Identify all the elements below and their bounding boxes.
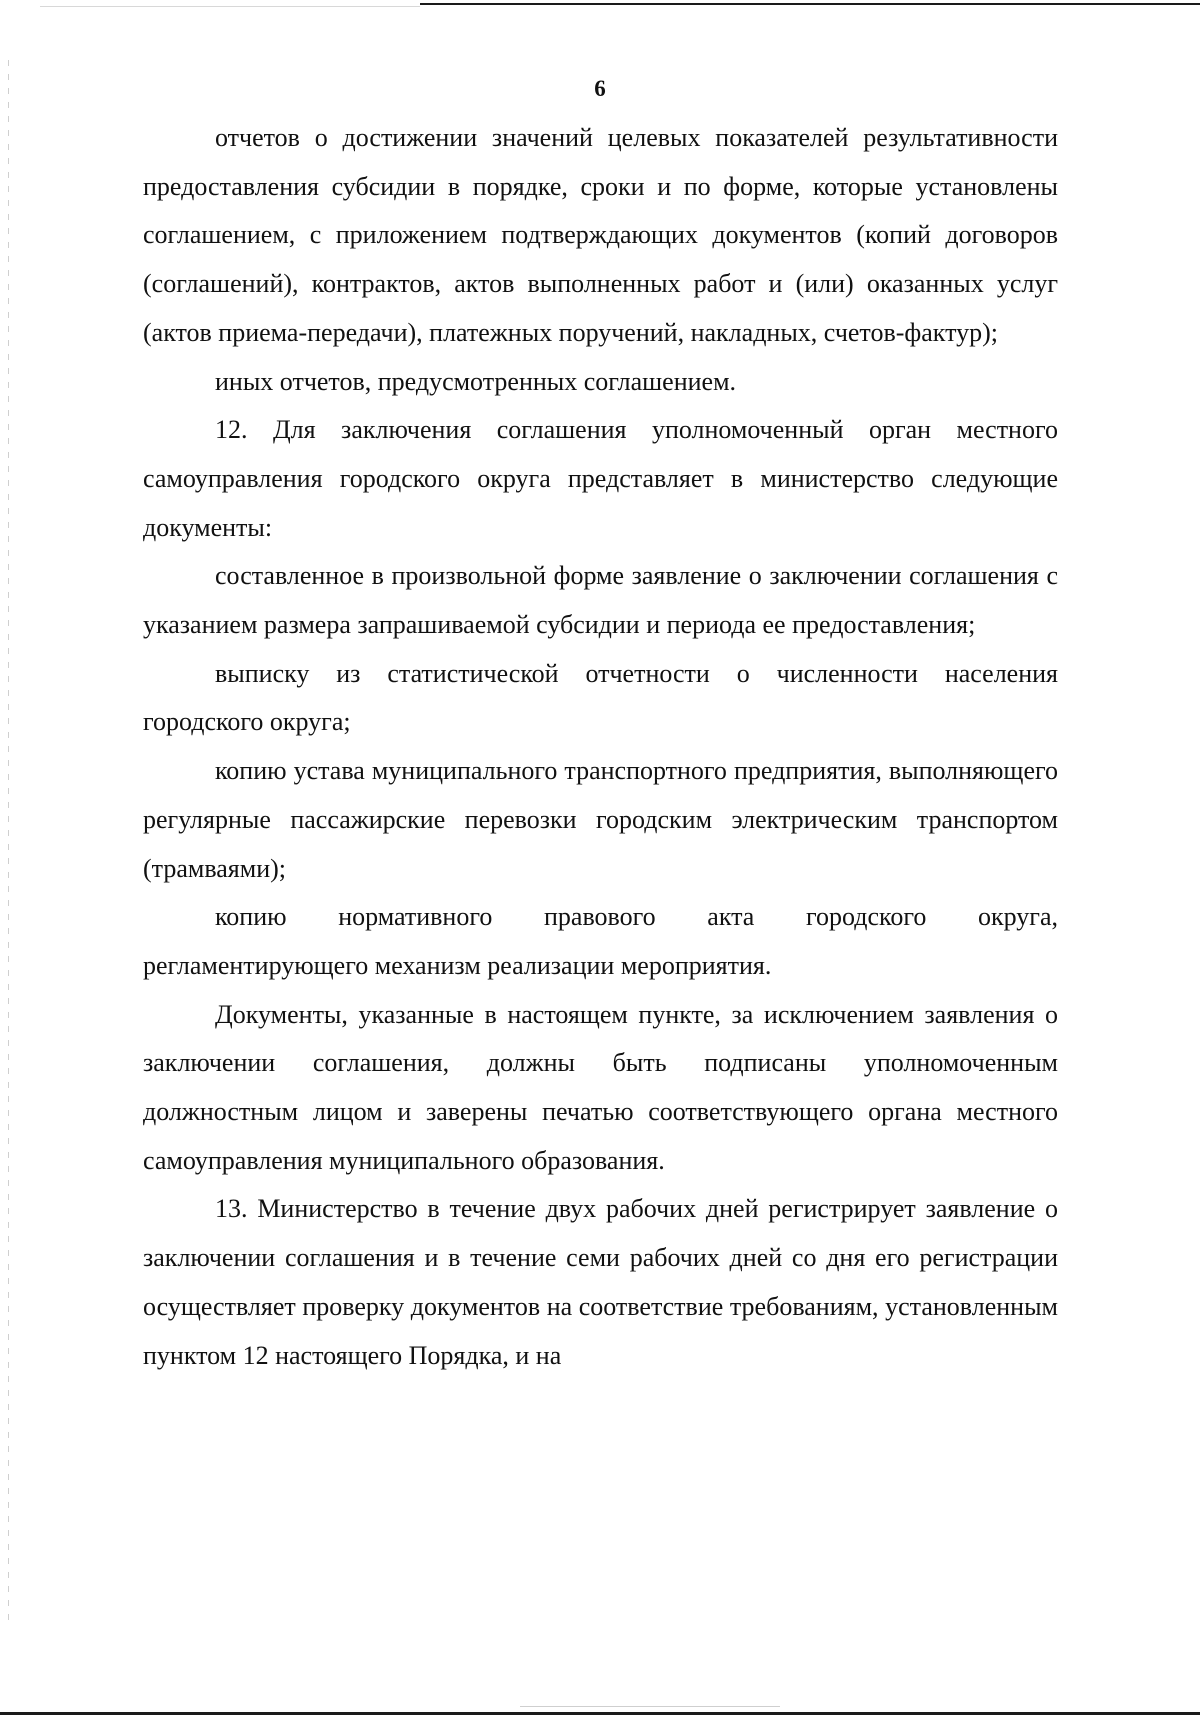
paragraph-reports-achievement: отчетов о достижении значений целевых показателей результативности предоставления субсидии в порядке, сроки и по форме, которые установлены соглашением, с приложением подтверждающих документов (копий договоров (соглашений), контрактов, актов выполненных работ и (или) оказанных услуг (актов приема-передачи), платежных поручений, накладных, счетов-фактур); [143,123,1058,347]
scan-artifact-left-edge [8,60,9,1620]
scan-artifact-bottom-faint [520,1706,780,1707]
scan-artifact-bottom-line [0,1712,1200,1715]
scan-artifact-top-line [420,3,1200,5]
scan-artifact-top-faint [40,6,420,7]
paragraph-application: составленное в произвольной форме заявление о заключении соглашения с указанием размера запрашиваемой субсидии и периода ее предоставления; [143,561,1058,640]
paragraph-item-13: 13. Министерство в течение двух рабочих дней регистрирует заявление о заключении соглашения и в течение семи рабочих дней со дня его регистрации осуществляет проверку документов на соответствие требованиям, установленным пунктом 12 настоящего Порядка, и на [143,1194,1058,1370]
paragraph-item-12: 12. Для заключения соглашения уполномоченный орган местного самоуправления городского округа представляет в министерство следующие документы: [143,415,1058,542]
paragraph-other-reports: иных отчетов, предусмотренных соглашением. [215,366,737,396]
paragraph-documents-signed: Документы, указанные в настоящем пункте, за исключением заявления о заключении соглашения, должны быть подписаны уполномоченным должностным лицом и заверены печатью соответствующего органа местного самоуправления муниципального образования. [143,999,1058,1175]
paragraph-statistics-extract: выписку из статистической отчетности о численности населения городского округа; [143,658,1058,737]
page-number: 6 [594,76,606,101]
paragraph-charter-copy: копию устава муниципального транспортного предприятия, выполняющего регулярные пассажирские перевозки городским электрическим транспортом (трамваями); [143,756,1058,883]
paragraph-regulatory-act-copy: копию нормативного правового акта городского округа, регламентирующего механизм реализации мероприятия. [143,902,1058,980]
document-body [143,114,1058,1380]
